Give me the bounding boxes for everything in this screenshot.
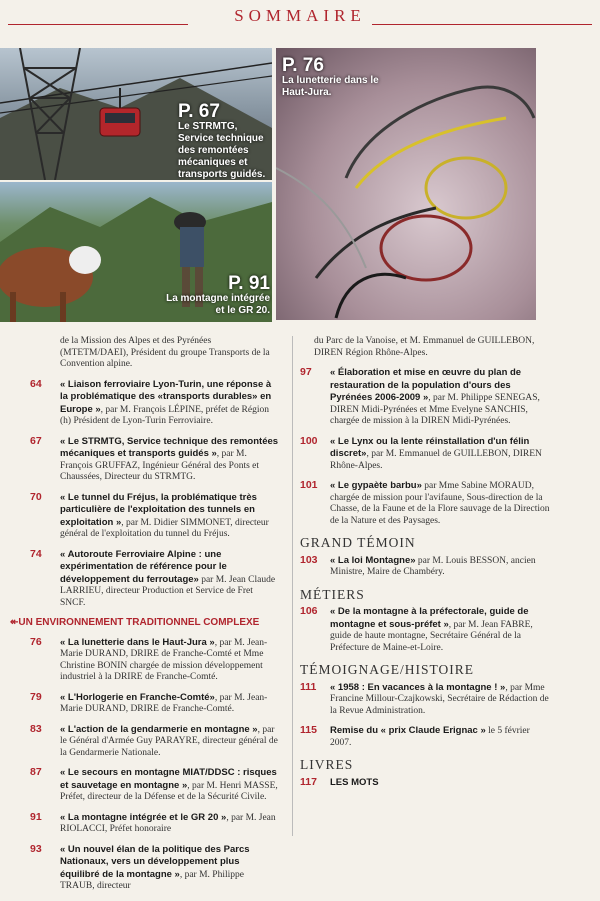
entry-author: , par Mme Francine Millour-Czajkowski, Secrétaire de Rédaction de la Revue Administration. [330,682,549,716]
entry-author: , par M. François GRUFFAZ, Ingénieur Général des Ponts et Chaussées, Directeur du STRMTG. [60,449,260,482]
entry-author: , par M. Emmanuel de GUILLEBON, DIREN Rhône-Alpes. [330,449,542,471]
toc-entry[interactable] [300,367,550,428]
page-number: 70 [30,490,42,503]
arrow-icon: ↞ [10,617,19,628]
entry-title: « La lunetterie dans le Haut-Jura » [60,636,215,648]
toc-entry[interactable] [30,379,280,428]
entry-author: , par M. Philippe TRAUB, directeur [60,869,244,891]
entry-title: « 1958 : En vacances à la montagne ! » [330,681,506,693]
entry-title: « Le STRMTG, Service technique des remontées mécaniques et transports guidés » [60,435,279,459]
entry-title: « La montagne intégrée et le GR 20 » [60,811,227,823]
toc-entry[interactable] [300,480,550,527]
page-number: 91 [30,810,42,823]
entry-title: « L'action de la gendarmerie en montagne » [60,723,258,735]
entry-title: « Le gypaète barbu» [330,480,422,491]
continued-text: de la Mission des Alpes et des Pyrénées (MTETM/DAEI), Président du groupe Transports de la Convention alpine. [60,336,270,369]
entry-title: « Élaboration et mise en œuvre du plan de restauration de la population d'ours des Pyrénées 2006-2009 » [330,367,522,403]
entry-author: , par M. Didier SIMMONET, directeur général de l'exploitation du tunnel du Fréjus. [60,517,269,539]
toc-entry[interactable] [30,549,280,610]
entry-title: LES MOTS [330,776,379,788]
toc-entry[interactable] [300,777,550,790]
section-heading: ↞UN ENVIRONNEMENT TRADITIONNEL COMPLEXE [10,617,260,628]
entry-author: , par M. Henri MASSE, Préfet, directeur de la Défense et de la Sécurité Civile. [60,780,278,802]
entry-title: « Autoroute Ferroviaire Alpine : une expérimentation de référence pour le développement du ferroutage» [60,548,227,585]
page-number: 79 [30,690,42,703]
toc-entry[interactable] [30,767,280,804]
entry-author: , par M. Jean RIOLACCI, Préfet honoraire [60,812,276,834]
page-number: 117 [300,775,317,788]
page-number: 83 [30,722,42,735]
page-number: 64 [30,377,42,390]
entry-title: « Le tunnel du Fréjus, la problématique très particulière de l'exploitation des tunnels en exploitation » [60,491,257,528]
category-heading: GRAND TÉMOIN [300,535,416,550]
toc-entry[interactable] [300,725,550,749]
entry-author: par M. Jean Claude LARRIEU, directeur Production et Service de Fret SNCF. [60,574,276,608]
entry-author: par M. Louis BESSON, ancien Ministre, Maire de Chambéry. [330,555,536,577]
continued-text: du Parc de la Vanoise, et M. Emmanuel de GUILLEBON, DIREN Région Rhône-Alpes. [314,336,535,358]
header-rule-left [8,24,188,25]
glasses-photo [276,48,536,320]
entry-title: Remise du « prix Claude Erignac » [330,725,486,736]
page-number: 67 [30,434,42,447]
mountain-photo [0,182,272,322]
category-heading: LIVRES [300,757,354,772]
category-heading: TÉMOIGNAGE/HISTOIRE [300,662,474,677]
right-column [300,336,550,797]
page-number: 103 [300,553,318,566]
toc-entry[interactable] [300,436,550,473]
page-number: 87 [30,766,42,778]
entry-author: , par M. Jean FABRE, guide de haute montagne, Secrétaire Général de la Préfecture de Maine-et-Loire. [330,619,533,653]
header-rule-right [372,24,592,25]
photo-page-number: P. 67 [178,101,220,122]
page-number: 115 [300,724,317,736]
entry-title: « De la montagne à la préfectorale, guide de montagne et sous-préfet » [330,606,529,630]
entry-title: « L'Horlogerie en Franche-Comté» [60,691,215,703]
entry-title: « Le secours en montagne MIAT/DDSC : risques et sauvetage en montagne » [60,767,277,791]
page-number: 100 [300,434,318,447]
category-heading: MÉTIERS [300,586,365,602]
cable-car-photo [0,48,272,180]
toc-entry[interactable] [30,492,280,541]
photo-caption: La lunetterie dans le Haut-Jura. [282,75,379,98]
entry-title: « La loi Montagne» [330,554,416,566]
toc-entry[interactable] [30,692,280,716]
toc-entry[interactable] [30,436,280,484]
entry-author: , par M. François LÉPINE, préfet de Région (h) Président de Lyon-Turin Ferroviaire. [60,404,269,426]
photo-caption: Le STRMTG, Service technique des remontées mécaniques et transports guidés. [178,121,266,180]
left-column [10,336,280,901]
page-number: 101 [300,479,318,491]
entry-title: « Un nouvel élan de la politique des Parcs Nationaux, vers un développement plus équilibré de la montagne » [60,843,250,880]
photo-page-number: P. 91 [228,273,270,294]
toc-entry[interactable] [30,724,280,760]
entry-author: , par le Général d'Armée Guy PARAYRE, directeur général de la Gendarmerie Nationale. [60,724,278,758]
page-number: 74 [30,547,42,560]
page-number: 76 [30,635,42,648]
entry-author: , par M. Jean-Marie DURAND, DRIRE de Franche-Comté. [60,692,268,714]
toc-entry[interactable] [300,555,550,579]
toc-entry[interactable] [30,812,280,836]
page-number: 93 [30,842,42,855]
entry-author: , par M. Jean-Marie DURAND, DRIRE de Franche-Comté et Mme Christine BONIN chargée de mission développement industriel à la DRIRE de Franche-Comté. [60,637,268,682]
toc-entry[interactable] [30,637,280,684]
toc-entry[interactable] [300,682,550,718]
entry-author: par Mme Sabine MORAUD, chargée de mission pour l'avifaune, Sous-direction de la Chasse, de la Faune et de la Flore sauvage de la Direction de la Nature et des Paysages. [330,481,550,526]
photo-caption: La montagne intégrée et le GR 20. [166,293,270,316]
photo-page-number: P. 76 [282,55,324,76]
entry-author: le 5 février 2007. [330,726,530,748]
column-divider [292,336,293,836]
page-number: 111 [300,680,317,693]
page-number: 106 [300,605,318,617]
entry-author: , par M. Philippe SENEGAS, DIREN Midi-Pyrénées et Mme Evelyne SANCHIS, chargée de mission à la DIREN Midi-Pyrénées. [330,393,540,426]
page-title: SOMMAIRE [234,6,366,25]
entry-title: « Le Lynx ou la lente réinstallation d'un félin discret» [330,435,530,459]
toc-entry[interactable] [300,606,550,654]
page-number: 97 [300,366,312,378]
entry-title: « Liaison ferroviaire Lyon-Turin, une réponse à la problématique des «transports durables» en Europe » [60,378,272,415]
